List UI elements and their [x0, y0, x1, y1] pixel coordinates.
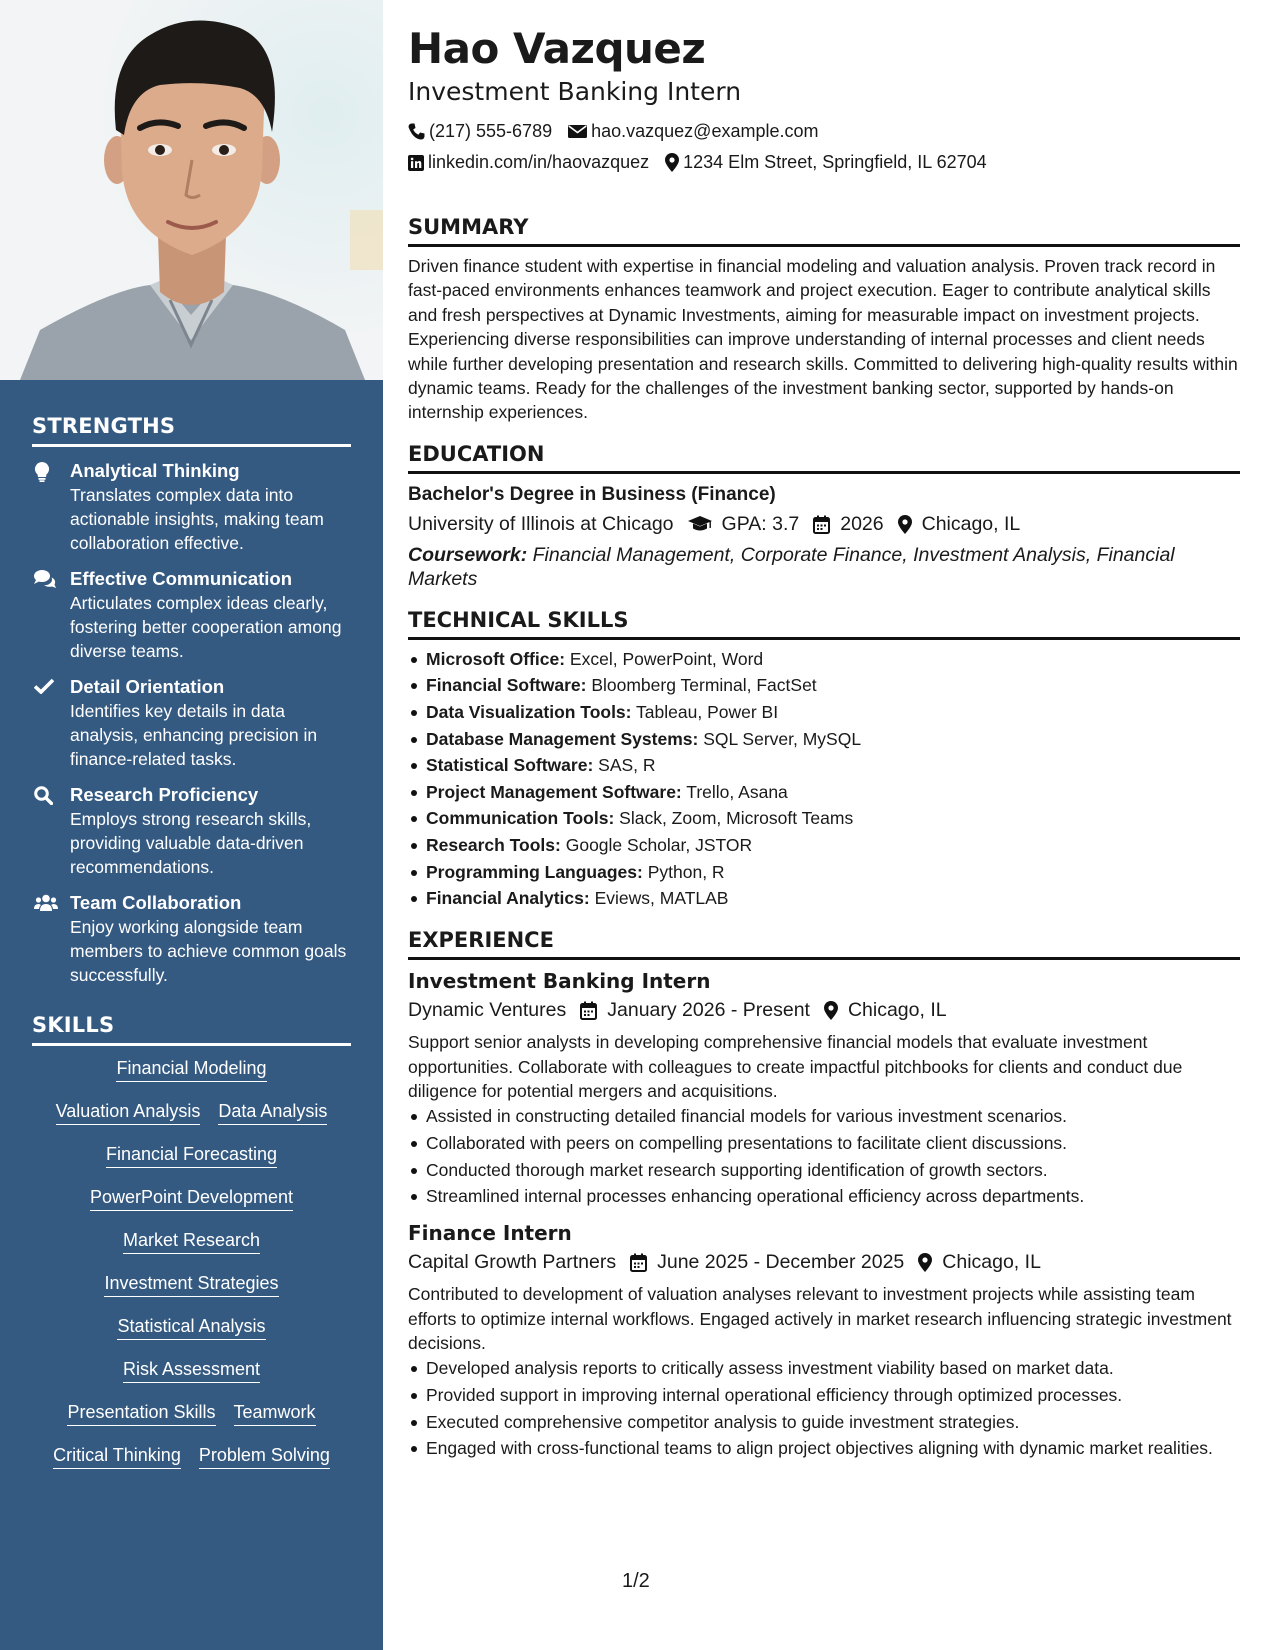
map-pin-icon [665, 153, 679, 172]
skill-values: Trello, Asana [686, 781, 788, 802]
list-item [408, 886, 1240, 911]
summary-text: Driven finance student with expertise in financial modeling and valuation analysis. Proven track record in fast-paced environments enhances teamwork and project execution. Eager to contribute analytical skills and fresh perspectives at Dynamic Investments, aiming for measurable impact on investment projects. Experiencing diverse responsibilities can improve understanding of internal processes and client needs while further developing presentation and research skills. Committed to delivering high-quality results within dynamic teams. Ready for the challenges of the investment banking sector, supported by hands-on internship experiences. [408, 256, 1238, 423]
strength-description: Enjoy working alongside team members to achieve common goals successfully. [70, 917, 347, 985]
contact-line [408, 116, 1240, 147]
strength-description: Translates complex data into actionable insights, making team collaboration effective. [70, 485, 324, 553]
skill-category: Financial Software: [426, 675, 587, 696]
job-title: Finance Intern [408, 1221, 572, 1246]
map-pin-icon [898, 515, 912, 534]
list-item [408, 700, 1240, 725]
strength-item [32, 675, 351, 771]
list-item [408, 753, 1240, 778]
strength-description: Identifies key details in data analysis, enhancing precision in finance-related tasks. [70, 701, 318, 769]
job-meta [408, 1247, 1240, 1278]
gpa-value: GPA: 3.7 [721, 512, 800, 535]
education-section [408, 439, 1240, 591]
phone-contact [408, 116, 552, 147]
calendar-icon [813, 515, 830, 534]
profile-photo-illustration [0, 0, 383, 380]
job-location: Chicago, IL [942, 1251, 1041, 1274]
list-item [408, 780, 1240, 805]
skill-tag: Risk Assessment [123, 1355, 260, 1383]
school-location: Chicago, IL [921, 512, 1021, 535]
list-item [408, 860, 1240, 885]
phone-number: (217) 555-6789 [429, 121, 553, 141]
company-name: Capital Growth Partners [408, 1251, 617, 1274]
skill-values: Python, R [647, 861, 725, 882]
job-meta [408, 995, 1240, 1026]
skill-values: SQL Server, MySQL [703, 728, 862, 749]
phone-icon [408, 123, 425, 140]
skill-tag: Valuation Analysis [56, 1097, 201, 1125]
experience-heading: EXPERIENCE [408, 925, 1240, 960]
experience-section [408, 925, 1240, 1461]
job-dates: January 2026 - Present [607, 999, 810, 1022]
skill-tag: Critical Thinking [53, 1441, 181, 1469]
list-item [408, 833, 1240, 858]
map-pin-icon [918, 1253, 932, 1272]
search-icon [32, 783, 70, 879]
company-name: Dynamic Ventures [408, 999, 567, 1022]
calendar-icon [580, 1001, 597, 1020]
main-content [408, 22, 1240, 1471]
skill-values: Bloomberg Terminal, FactSet [591, 675, 817, 696]
school-name: University of Illinois at Chicago [408, 512, 674, 535]
comments-icon [32, 567, 70, 663]
skill-tag: Statistical Analysis [117, 1312, 265, 1340]
job-entry [408, 1219, 1240, 1461]
strength-title: Team Collaboration [70, 892, 242, 913]
linkedin-icon [408, 155, 424, 171]
job-summary: Contributed to development of valuation analyses relevant to investment projects while assisting team efforts to optimize internal workflows. Engaged actively in market research influencing strategic investment decisions. [408, 1284, 1232, 1353]
map-pin-icon [824, 1001, 838, 1020]
education-heading: EDUCATION [408, 439, 1240, 474]
skill-values: Google Scholar, JSTOR [565, 835, 753, 855]
skill-category: Communication Tools: [426, 808, 615, 829]
graduation-cap-icon [688, 516, 712, 533]
list-item: Executed comprehensive competitor analysis to guide investment strategies. [408, 1410, 1240, 1435]
list-item [408, 727, 1240, 752]
linkedin-url[interactable]: linkedin.com/in/haovazquez [428, 152, 650, 172]
sidebar [0, 0, 383, 1650]
coursework [408, 543, 1240, 591]
skill-values: Slack, Zoom, Microsoft Teams [619, 808, 854, 829]
skill-category: Statistical Software: [426, 755, 594, 776]
list-item: Collaborated with peers on compelling presentations to facilitate client discussions. [408, 1131, 1240, 1156]
skill-values: Excel, PowerPoint, Word [569, 648, 764, 669]
users-icon [32, 891, 70, 987]
skill-values: Tableau, Power BI [636, 702, 779, 723]
strength-title: Effective Communication [70, 568, 293, 589]
skill-category: Research Tools: [426, 835, 561, 855]
technical-skills-section [408, 605, 1240, 911]
page-number: 1/2 [622, 1570, 650, 1592]
address-contact [665, 147, 987, 178]
list-item: Assisted in constructing detailed financial models for various investment scenarios. [408, 1104, 1240, 1129]
education-meta [408, 509, 1240, 540]
skill-tag: PowerPoint Development [90, 1183, 293, 1211]
list-item [408, 647, 1240, 672]
strength-description: Articulates complex ideas clearly, fostering better cooperation among diverse teams. [70, 593, 342, 661]
skill-category: Project Management Software: [426, 781, 682, 802]
skill-category: Database Management Systems: [426, 728, 699, 749]
skill-values: Eviews, MATLAB [594, 888, 729, 909]
checkmark-icon [32, 675, 70, 771]
strength-item [32, 567, 351, 663]
technical-skills-heading: TECHNICAL SKILLS [408, 605, 1240, 640]
strength-item [32, 459, 351, 555]
job-summary: Support senior analysts in developing comprehensive financial models that evaluate investment opportunities. Collaborate with colleagues to create impactful pitchbooks for clients and conduct due diligence for potential mergers and acquisitions. [408, 1032, 1183, 1101]
job-entry [408, 967, 1240, 1209]
skill-values: SAS, R [598, 755, 656, 776]
envelope-icon [568, 124, 587, 139]
email-address[interactable]: hao.vazquez@example.com [591, 121, 819, 141]
graduation-year: 2026 [840, 512, 884, 535]
candidate-name: Hao Vazquez [408, 24, 706, 73]
linkedin-contact [408, 147, 649, 178]
strength-title: Analytical Thinking [70, 460, 240, 481]
skill-category: Data Visualization Tools: [426, 702, 632, 723]
street-address: 1234 Elm Street, Springfield, IL 62704 [683, 152, 987, 172]
job-title: Investment Banking Intern [408, 969, 711, 994]
skill-tag: Problem Solving [199, 1441, 330, 1469]
skill-tag: Financial Modeling [116, 1054, 266, 1082]
summary-heading: SUMMARY [408, 212, 1240, 247]
coursework-list: Financial Management, Corporate Finance, Investment Analysis, Financial Markets [408, 543, 1175, 590]
list-item [408, 806, 1240, 831]
list-item: Conducted thorough market research supporting identification of growth sectors. [408, 1158, 1240, 1183]
coursework-label: Coursework: [408, 543, 528, 566]
strength-title: Detail Orientation [70, 676, 225, 697]
degree-title: Bachelor's Degree in Business (Finance) [408, 483, 776, 505]
contact-line [408, 147, 1240, 178]
skill-tag: Teamwork [234, 1398, 316, 1426]
list-item [408, 673, 1240, 698]
strength-item [32, 891, 351, 987]
strengths-heading: STRENGTHS [32, 414, 351, 447]
job-bullets [408, 1104, 1240, 1209]
job-location: Chicago, IL [847, 999, 947, 1022]
list-item: Provided support in improving internal operational efficiency through optimized processes. [408, 1383, 1240, 1408]
strength-description: Employs strong research skills, providing valuable data-driven recommendations. [70, 809, 312, 877]
skill-category: Programming Languages: [426, 861, 643, 882]
email-contact [568, 116, 818, 147]
skills-heading: SKILLS [32, 1013, 351, 1046]
job-dates: June 2025 - December 2025 [657, 1251, 905, 1274]
profile-photo [0, 0, 383, 380]
technical-skills-list [408, 647, 1240, 911]
skill-category: Microsoft Office: [426, 648, 566, 669]
skill-category: Financial Analytics: [426, 888, 590, 909]
strength-title: Research Proficiency [70, 784, 259, 805]
candidate-role: Investment Banking Intern [408, 77, 742, 106]
skill-tag: Market Research [123, 1226, 260, 1254]
strength-item [32, 783, 351, 879]
lightbulb-icon [32, 459, 70, 555]
list-item: Engaged with cross-functional teams to align project objectives aligning with dynamic market realities. [408, 1436, 1240, 1461]
calendar-icon [630, 1253, 647, 1272]
list-item: Developed analysis reports to critically assess investment viability based on market data. [408, 1356, 1240, 1381]
skill-tag: Data Analysis [218, 1097, 327, 1125]
job-bullets [408, 1356, 1240, 1461]
skill-tag: Presentation Skills [67, 1398, 215, 1426]
skill-tag: Financial Forecasting [106, 1140, 277, 1168]
skill-tag: Investment Strategies [104, 1269, 278, 1297]
list-item: Streamlined internal processes enhancing operational efficiency across departments. [408, 1184, 1240, 1209]
summary-section [408, 212, 1240, 425]
